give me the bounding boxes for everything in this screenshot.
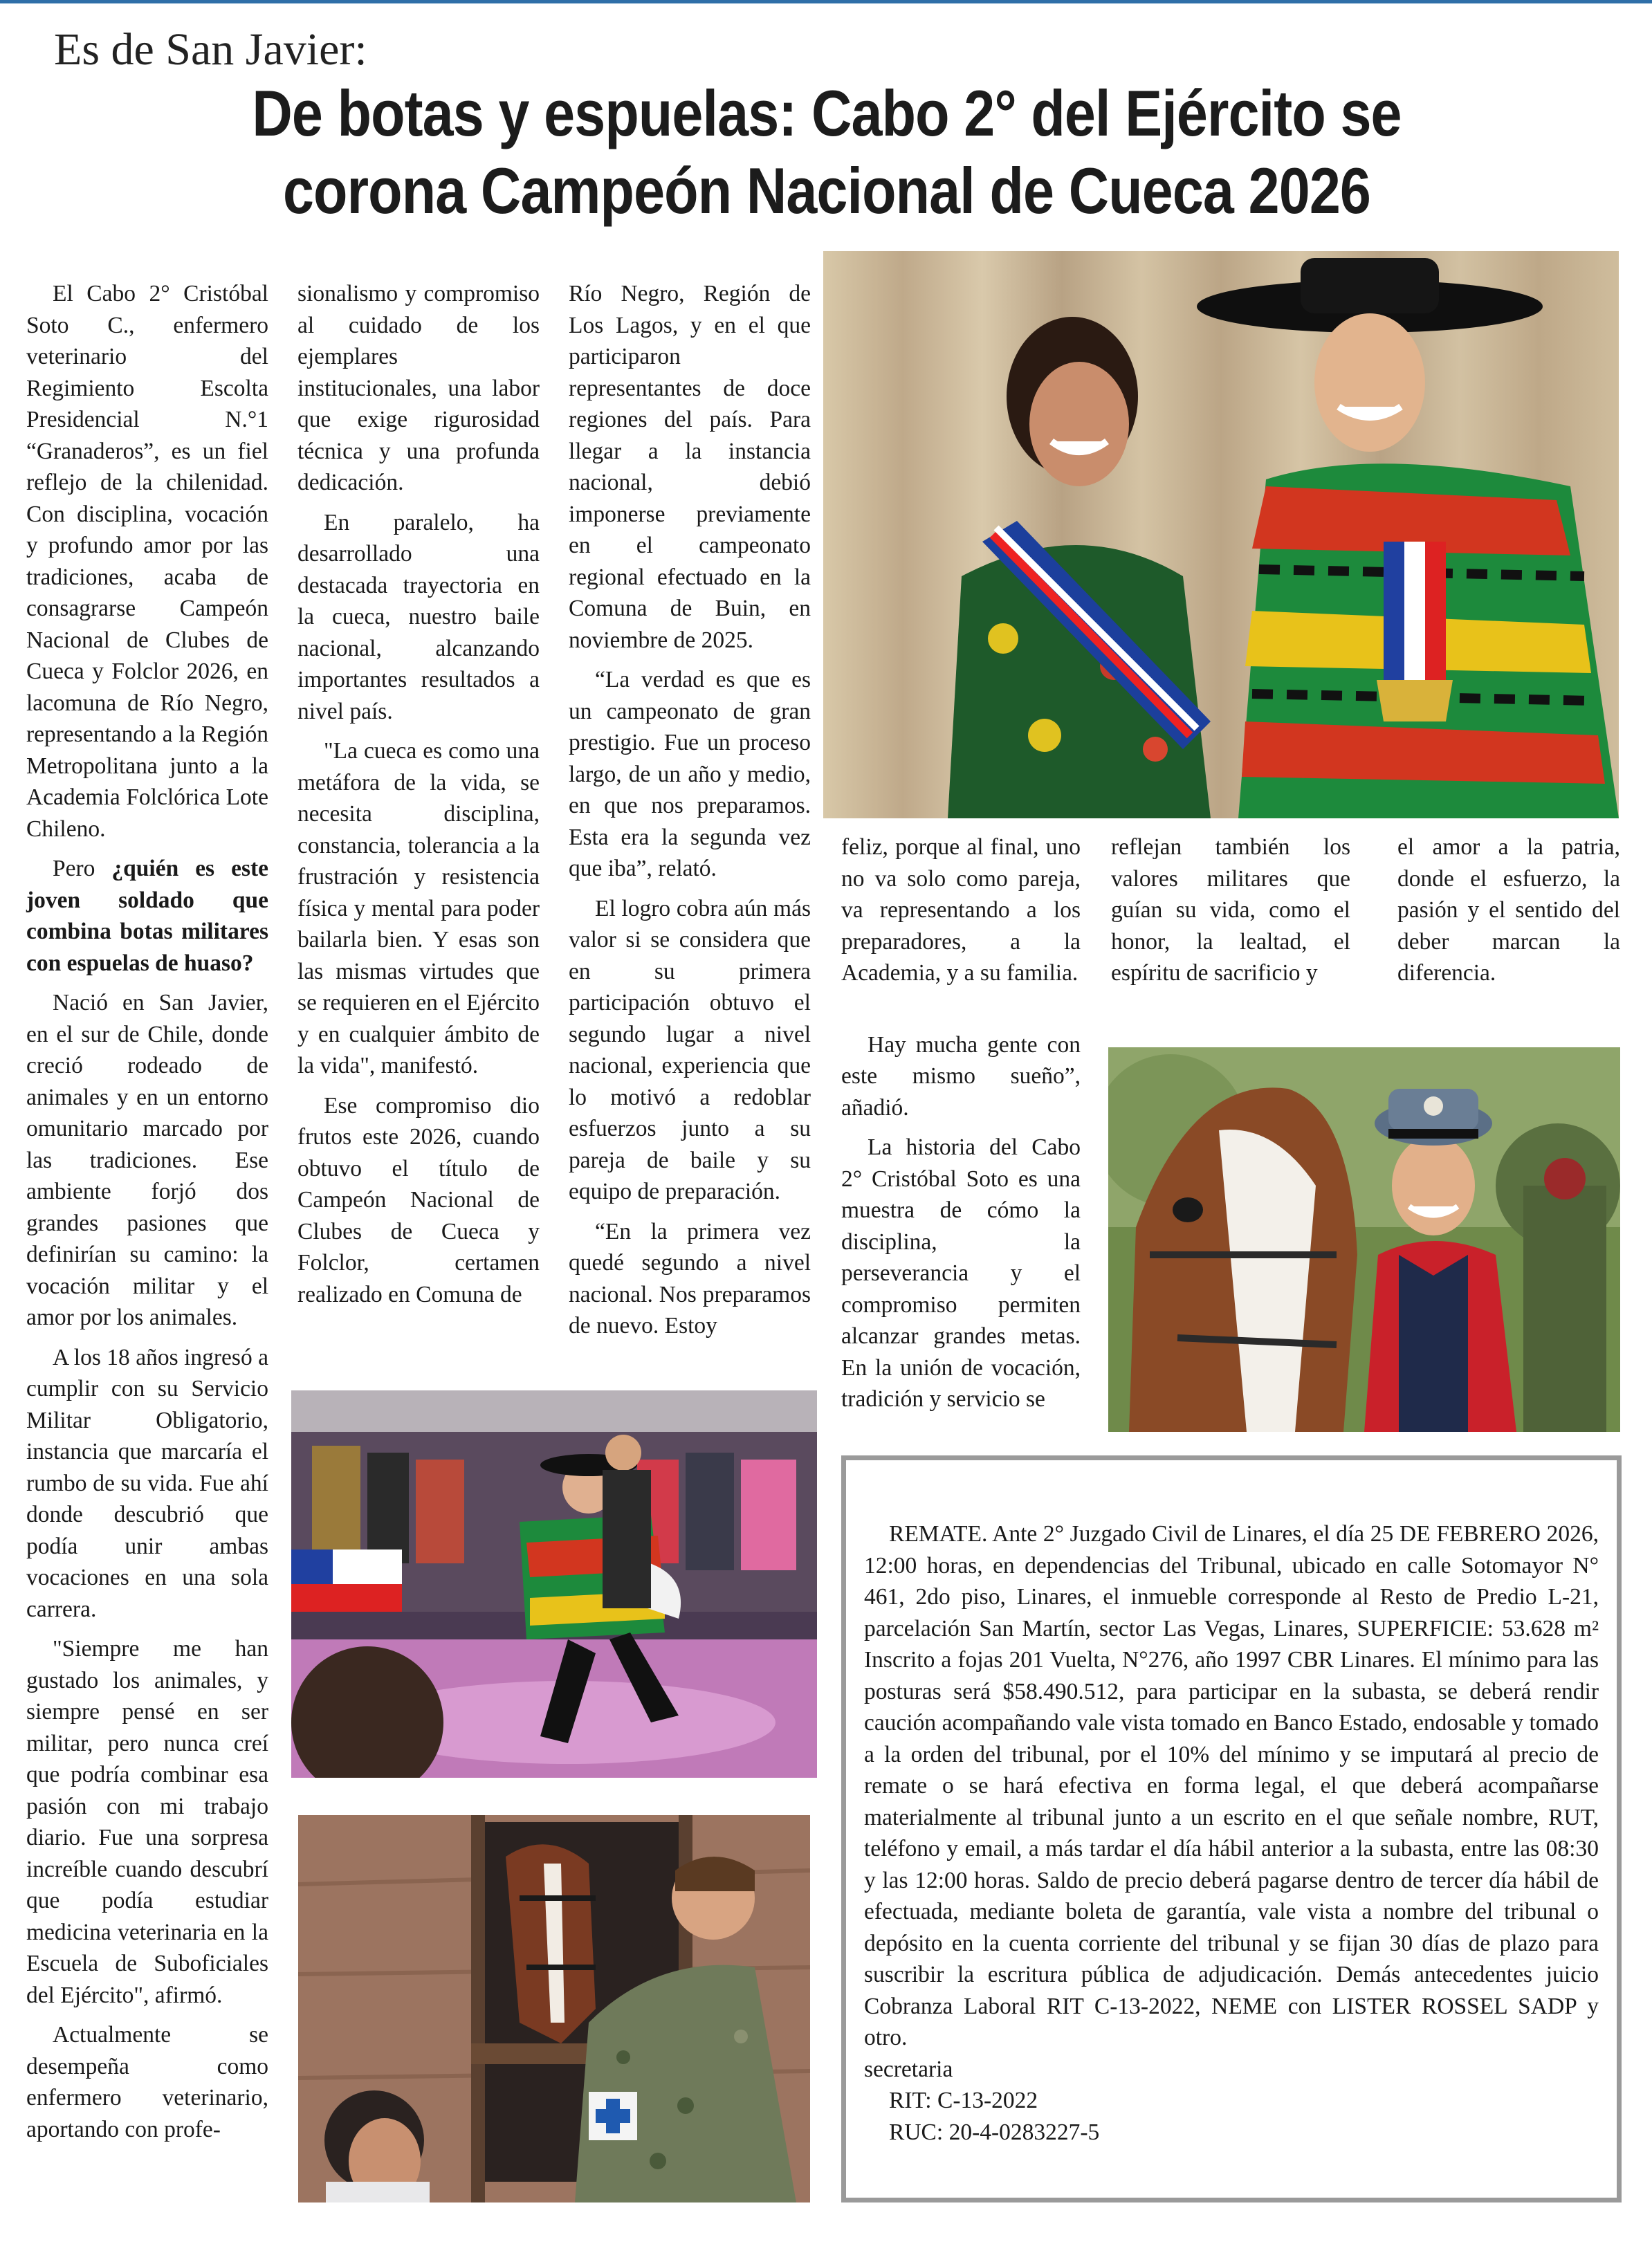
- paragraph: Nació en San Javier, en el sur de Chile, donde creció rodeado de animales y en un entorno omunitario marcado por las tradiciones. Ese ambiente forjó dos grandes pasiones que definirían su camino: la vocación militar y el amor por los animales.: [26, 990, 268, 1330]
- article-column-2: [297, 278, 540, 1318]
- article-column-1: [26, 278, 268, 2153]
- question-bold: ¿quién es este joven soldado que combina botas militares con espuelas de huaso?: [26, 856, 269, 976]
- remate-signature: secretaria: [864, 2056, 953, 2082]
- headline-line-2: corona Campeón Nacional de Cueca 2026: [282, 154, 1371, 227]
- remate-rit: RIT: C-13-2022: [889, 2088, 1038, 2113]
- photo-dance-stage: [291, 1390, 817, 1778]
- paragraph-question: Pero ¿quién es este joven soldado que combina botas militares con espuelas de huaso?: [26, 856, 269, 976]
- paragraph: el amor a la patria, donde el esfuerzo, la pasión y el sentido del deber marcan la diferencia.: [1397, 834, 1620, 986]
- article-column-5: [1111, 831, 1350, 997]
- paragraph: Actualmente se desempeña como enfermero veterinario, aportando con profe-: [26, 2022, 268, 2142]
- remate-ruc: RUC: 20-4-0283227-5: [889, 2119, 1100, 2145]
- photo-soldier-horse-image: [1108, 1047, 1620, 1432]
- headline-line-1: De botas y espuelas: Cabo 2° del Ejército se: [252, 77, 1402, 149]
- article-column-4: [841, 831, 1081, 1424]
- remate-body: REMATE. Ante 2° Juzgado Civil de Linares, el día 25 DE FEBRERO 2026, 12:00 horas, en dependencias del Tribunal, ubicado en calle Sotomayor N° 461, 2do piso, Linares, el inmueble corresponde al Resto de Predio L-21, parcelación San Martín, sector Las Vegas, Linares, SUPERFICIE: 53.628 m² Inscrito a fojas 201 Vuelta, N°276, año 1997 CBR Linares. El mínimo para las posturas será $58.490.512, para participar en la subasta, se deberá rendir caución acompañando vale vista tomado en Banco Estado, endosable y tomado a la orden del tribunal, por el 10% del mínimo y se imputará al precio de remate o se hará efectiva en forma legal, el que deberá acompañarse materialmente al tribunal junto a un escrito en el que señale nombre, RUT, teléfono y email, a más tardar el día hábil anterior a la subasta, entre las 08:30 y las 12:00 horas. Saldo de precio deberá pagarse dentro de tercer día hábil de efectuada, mediante boleta de garantía, vale vista a nombre del tribunal o depósito en la cuenta corriente del tribunal y se fijan 30 días de plazo para suscribir la escritura pública de adjudicación. Demás antecedentes juicio Cobranza Laboral RIT C-13-2022, NEME con LISTER ROSSEL SADP y otro.: [864, 1521, 1599, 2050]
- article-column-6: [1397, 831, 1620, 997]
- paragraph: "La cueca es como una metáfora de la vida, se necesita disciplina, constancia, tolerancia a la frustración y resistencia física y mental para poder bailarla bien. Y esas son las mismas virtudes que se requieren en el Ejército y en cualquier ámbito de la vida", manifestó.: [297, 738, 540, 1078]
- photo-stable-vet-image: [298, 1815, 810, 2202]
- paragraph: Río Negro, Región de Los Lagos, y en el que participaron representantes de doce regiones del país. Para llegar a la instancia nacional, debió imponerse previamente en el campeonato regional efectuado en la Comuna de Buin, en noviembre de 2025.: [569, 281, 811, 653]
- article-column-3: [569, 278, 811, 1350]
- paragraph: A los 18 años ingresó a cumplir con su Servicio Militar Obligatorio, instancia que marcaría el rumbo de su vida. Fue ahí donde descubrió que podía unir ambas vocaciones en una sola carrera.: [26, 1344, 268, 1622]
- photo-soldier-horse: [1108, 1047, 1620, 1432]
- paragraph: Ese compromiso dio frutos este 2026, cuando obtuvo el título de Campeón Nacional de Clubes de Cueca y Folclor, certamen realizado en Comuna de: [297, 1092, 540, 1307]
- paragraph: En paralelo, ha desarrollado una destacada trayectoria en la cueca, nuestro baile nacional, alcanzando importantes resultados a nivel país.: [297, 509, 540, 724]
- top-rule: [0, 0, 1652, 3]
- photo-dance-stage-image: [291, 1390, 817, 1778]
- paragraph: sionalismo y compromiso al cuidado de los ejemplares institucionales, una labor que exige rigurosidad técnica y una profunda dedicación.: [297, 281, 540, 495]
- headline: [187, 75, 1467, 230]
- paragraph: El logro cobra aún más valor si se considera que en su primera participación obtuvo el segundo lugar a nivel nacional, experiencia que lo motivó a redoblar esfuerzos junto a su pareja de baile y su equipo de preparación.: [569, 895, 811, 1204]
- paragraph: feliz, porque al final, uno no va solo como pareja, va representando a los preparadores, a la Academia, y a su familia.: [841, 834, 1081, 986]
- photo-stable-vet: [298, 1815, 810, 2202]
- paragraph: reflejan también los valores militares que guían su vida, como el honor, la lealtad, el espíritu de sacrificio y: [1111, 834, 1350, 986]
- paragraph: “La verdad es que es un campeonato de gran prestigio. Fue un proceso largo, de un año y medio, en que nos preparamos. Esta era la segunda vez que iba”, relató.: [569, 667, 811, 881]
- paragraph: "Siempre me han gustado los animales, y siempre pensé en ser militar, pero nunca creí que podría combinar esa pasión con mi trabajo diario. Fue una sorpresa increíble cuando descubrí que podía estudiar medicina veterinaria en la Escuela de Suboficiales del Ejército", afirmó.: [26, 1636, 268, 2008]
- photo-cueca-couple: [823, 251, 1619, 818]
- kicker: Es de San Javier:: [54, 24, 367, 75]
- paragraph: El Cabo 2° Cristóbal Soto C., enfermero veterinario del Regimiento Escolta Presidencial N.°1 “Granaderos”, es un fiel reflejo de la chilenidad. Con disciplina, vocación y profundo amor por las tradiciones, acaba de consagrarse Campeón Nacional de Clubes de Cueca y Folclor 2026, en lacomuna de Río Negro, representando a la Región Metropolitana junto a la Academia Folclórica Lote Chileno.: [26, 281, 268, 842]
- paragraph: “En la primera vez quedé segundo a nivel nacional. Nos preparamos de nuevo. Estoy: [569, 1218, 811, 1339]
- legal-notice-remate: [841, 1455, 1622, 2202]
- photo-cueca-couple-image: [823, 251, 1619, 818]
- paragraph: La historia del Cabo 2° Cristóbal Soto es una muestra de cómo la disciplina, la perseverancia y el compromiso permiten alcanzar grandes metas. En la unión de vocación, tradición y servicio se: [841, 1134, 1081, 1412]
- paragraph: Hay mucha gente con este mismo sueño”, añadió.: [841, 1031, 1081, 1121]
